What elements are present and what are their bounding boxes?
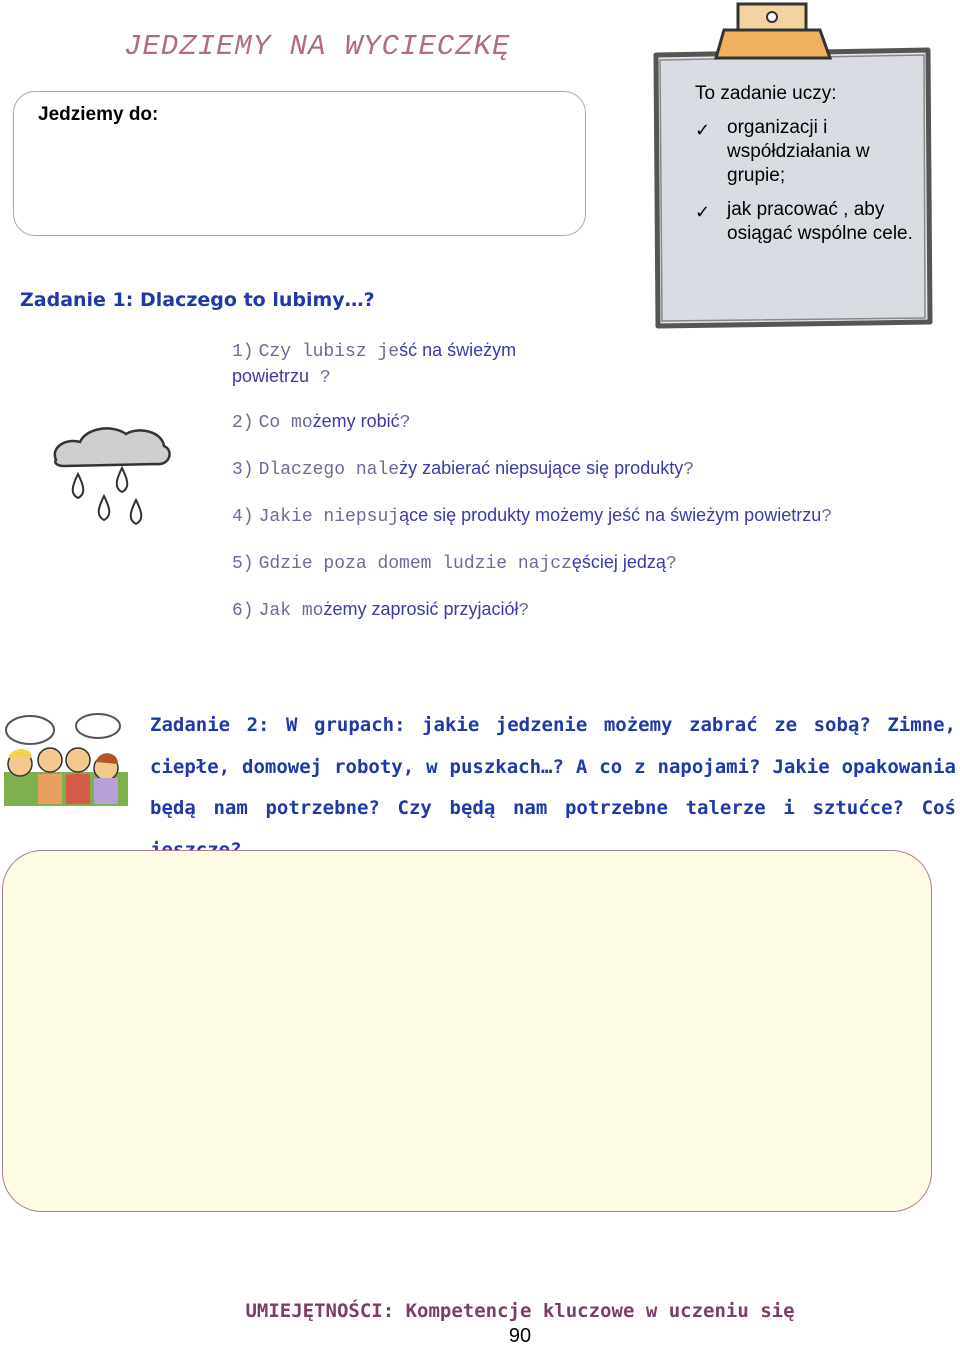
question-number: 4) bbox=[232, 507, 254, 527]
page-number: 90 bbox=[508, 1325, 532, 1347]
checkmark-icon: ✓ bbox=[695, 202, 711, 222]
question-text-mono: Jak mo bbox=[258, 601, 324, 621]
clipboard-note bbox=[646, 0, 940, 336]
question-end: ? bbox=[665, 554, 677, 574]
note-item-text: jak pracować , aby osiągać wspólne cele. bbox=[727, 199, 913, 244]
page-title: JEDZIEMY NA WYCIECZKĘ bbox=[124, 30, 511, 63]
question-text-mono: Gdzie poza domem ludzie najcz bbox=[258, 554, 572, 574]
question-4 bbox=[232, 503, 832, 529]
question-2 bbox=[232, 409, 410, 435]
question-end: ? bbox=[399, 413, 411, 433]
note-heading: To zadanie uczy: bbox=[695, 83, 837, 104]
note-item bbox=[695, 198, 915, 246]
question-text-mono: Co mo bbox=[258, 413, 313, 433]
question-text: ęściej jedzą bbox=[571, 552, 666, 572]
destination-label: Jedziemy do: bbox=[38, 104, 159, 125]
question-5 bbox=[232, 550, 677, 576]
question-text: żemy zaprosić przyjaciół bbox=[323, 599, 519, 619]
checkmark-icon: ✓ bbox=[695, 120, 711, 140]
question-text-mono: Czy lubisz je bbox=[258, 342, 400, 362]
answer-box[interactable] bbox=[2, 850, 932, 1212]
question-text: ące się produkty możemy jeść na świeżym powietrzu bbox=[399, 505, 822, 525]
question-end: ? bbox=[821, 507, 833, 527]
question-1 bbox=[232, 338, 572, 390]
question-6 bbox=[232, 597, 529, 623]
question-3 bbox=[232, 456, 694, 482]
task2-text: Zadanie 2: W grupach: jakie jedzenie możemy zabrać ze sobą? Zimne, ciepłe, domowej roboty, w puszkach…? A co z napojami? Jakie opakowania będą nam potrzebne? Czy będą nam potrzebne talerze i sztućce? Coś bbox=[150, 714, 956, 819]
footer-text: UMIEJĘTNOŚCI: Kompetencje kluczowe w uczeniu się bbox=[245, 1300, 795, 1322]
question-number: 3) bbox=[232, 460, 254, 480]
question-text: ść na świeżym powietrzu bbox=[232, 340, 517, 386]
question-number: 2) bbox=[232, 413, 254, 433]
question-text-mono: Jakie niepsuj bbox=[258, 507, 400, 527]
note-item-text: organizacji i współdziałania w grupie; bbox=[727, 117, 870, 186]
note-item bbox=[695, 116, 915, 188]
question-text-mono: Dlaczego nale bbox=[258, 460, 400, 480]
rain-cloud-icon bbox=[50, 424, 174, 530]
question-text: żemy robić bbox=[312, 411, 400, 431]
question-text: ży zabierać niepsujące się produkty bbox=[399, 458, 684, 478]
task1-title: Zadanie 1: Dlaczego to lubimy…? bbox=[20, 289, 375, 311]
question-number: 1) bbox=[232, 342, 254, 362]
group-of-kids-icon bbox=[2, 712, 130, 806]
destination-box[interactable] bbox=[13, 91, 586, 236]
question-number: 5) bbox=[232, 554, 254, 574]
question-number: 6) bbox=[232, 601, 254, 621]
question-end: ? bbox=[309, 368, 331, 388]
question-end: ? bbox=[518, 601, 530, 621]
question-end: ? bbox=[683, 460, 695, 480]
